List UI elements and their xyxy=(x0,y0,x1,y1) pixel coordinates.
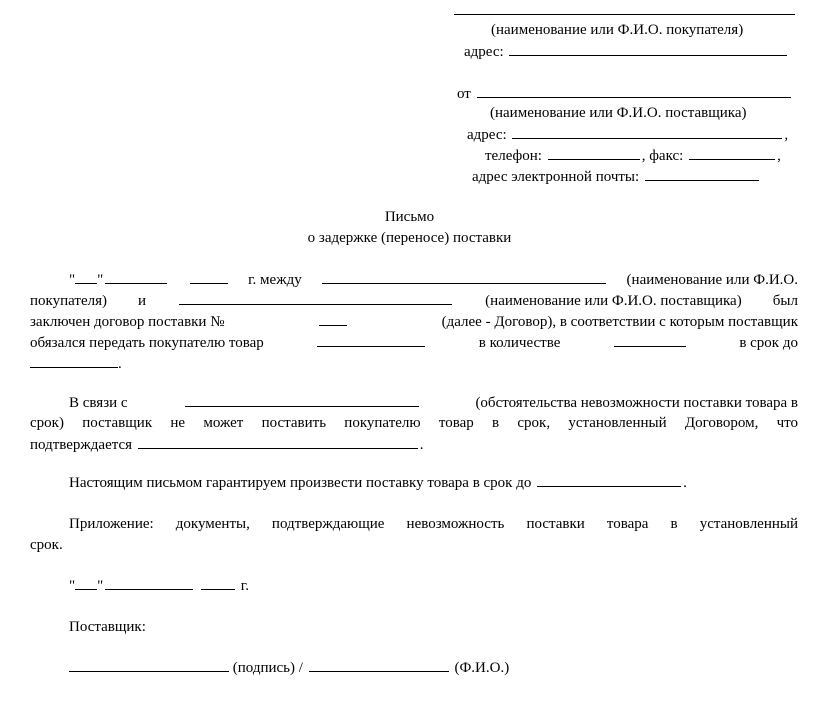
letter-title: Письмо xyxy=(384,209,435,225)
date-line: " " г. xyxy=(69,575,249,597)
sender-from-label: от xyxy=(457,86,471,102)
month-blank[interactable] xyxy=(105,269,167,284)
sender-address-label: адрес: xyxy=(467,127,507,143)
sender-phone-label: телефон: xyxy=(485,148,542,164)
fio-caption: (Ф.И.О.) xyxy=(454,660,510,676)
goods-blank[interactable] xyxy=(317,332,425,347)
sender-name-blank[interactable] xyxy=(477,83,791,98)
confirmation-blank[interactable] xyxy=(138,434,418,449)
sender-fax-label: , факс: xyxy=(641,148,684,164)
letter-page: (наименование или Ф.И.О. покупателя) адрес: от (наименование или Ф.И.О. поставщика) адрес: , телефон: , факс: , адрес электронной почты: Письмо о задержке (переносе) поставки " " г. между (наименование или Ф.И.О. покупателя) и (наименование или Ф.И.О. поставщика) был заключен договор поставки № (далее - Договор), в соответствии с которым поставщик обязался передать покупателю товар в количестве в срок до . В связи с (обстоятельства невозможности поставки товара в срок) поставщик не может поставить покупателю товар в срок, установленный Договором, что подтверждается . Настоящим письмом гарантируем произвести поставку товара в срок до . Приложение: документы, подтверждающие невозможность поставки товара в установленный срок. " " г. Поставщик: (подпись) / (Ф.И.О.) xyxy=(0,0,819,717)
sender-phone-blank[interactable] xyxy=(548,145,640,160)
supplier-caption: (наименование или Ф.И.О. поставщика) xyxy=(485,293,742,309)
sign-year-blank[interactable] xyxy=(201,575,235,590)
buyer-caption: (наименование или Ф.И.О. xyxy=(626,272,798,288)
sender-email-blank[interactable] xyxy=(645,166,759,181)
supplier-label: Поставщик: xyxy=(69,619,146,635)
recipient-caption: (наименование или Ф.И.О. покупателя) xyxy=(491,22,744,38)
day-blank[interactable] xyxy=(75,269,97,284)
sender-fax-blank[interactable] xyxy=(689,145,775,160)
recipient-address-label: адрес: xyxy=(464,44,504,60)
contract-number-blank[interactable] xyxy=(319,311,347,326)
recipient-name-blank[interactable] xyxy=(454,0,795,15)
letter-subtitle: о задержке (переносе) поставки xyxy=(307,230,512,246)
recipient-address-blank[interactable] xyxy=(509,41,787,56)
circumstances-blank[interactable] xyxy=(185,392,419,407)
sender-address-blank[interactable] xyxy=(512,124,782,139)
sender-email-label: адрес электронной почты: xyxy=(472,169,640,185)
sign-month-blank[interactable] xyxy=(105,575,193,590)
year-blank[interactable] xyxy=(190,269,228,284)
signature-line xyxy=(69,657,509,679)
fio-blank[interactable] xyxy=(309,657,449,672)
sender-caption: (наименование или Ф.И.О. поставщика) xyxy=(490,105,747,121)
signature-caption: (подпись) / xyxy=(232,660,303,676)
deadline-blank[interactable] xyxy=(30,353,118,368)
sign-day-blank[interactable] xyxy=(75,575,97,590)
quantity-blank[interactable] xyxy=(614,332,686,347)
buyer-name-blank[interactable] xyxy=(322,269,606,284)
signature-blank[interactable] xyxy=(69,657,229,672)
new-deadline-blank[interactable] xyxy=(537,472,681,487)
supplier-name-blank[interactable] xyxy=(179,290,452,305)
